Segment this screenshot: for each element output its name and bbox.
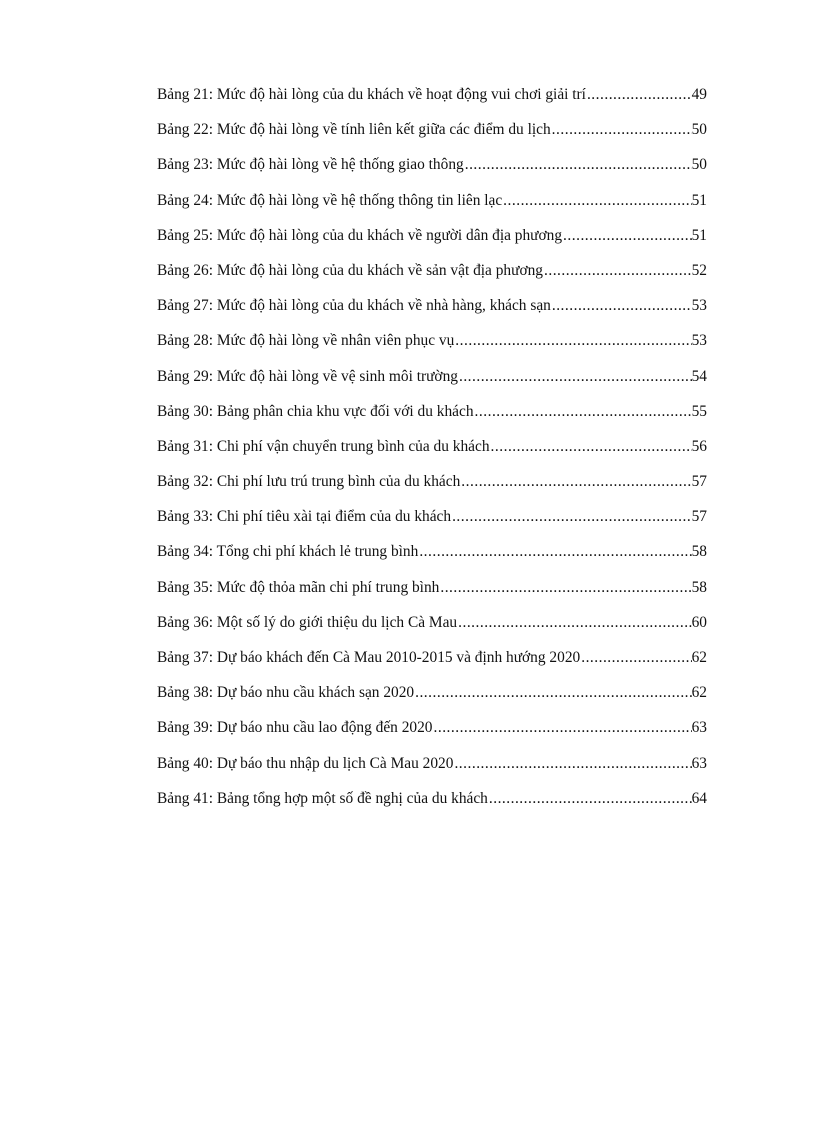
toc-entry-page-number: 57 <box>691 473 707 491</box>
toc-entry-title: Bảng 22: Mức độ hài lòng về tính liên kết giữa các điểm du lịch <box>157 121 551 139</box>
toc-dot-leader <box>457 605 691 640</box>
toc-entry-title: Bảng 29: Mức độ hài lòng về vệ sinh môi trường <box>157 367 458 385</box>
toc-entry-title: Bảng 30: Bảng phân chia khu vực đối với du khách <box>157 402 474 420</box>
toc-dot-leader <box>451 499 692 534</box>
toc-entry[interactable] <box>157 499 707 534</box>
toc-entry-page-number: 54 <box>691 367 707 385</box>
toc-dot-leader <box>414 675 692 710</box>
toc-entry-page-number: 53 <box>691 297 707 315</box>
toc-entry-title: Bảng 40: Dự báo thu nhập du lịch Cà Mau 2020 <box>157 754 454 772</box>
toc-entry-page-number: 52 <box>691 261 707 279</box>
toc-entry-page-number: 58 <box>691 543 707 561</box>
toc-dot-leader <box>586 77 692 112</box>
toc-entry-page-number: 58 <box>691 578 707 596</box>
toc-entry-page-number: 57 <box>691 508 707 526</box>
toc-entry[interactable] <box>157 746 707 781</box>
toc-dot-leader <box>488 781 692 816</box>
toc-entry[interactable] <box>157 218 707 253</box>
toc-entry-page-number: 60 <box>691 613 707 631</box>
toc-entry[interactable] <box>157 183 707 218</box>
toc-entry[interactable] <box>157 323 707 358</box>
toc-dot-leader <box>543 253 692 288</box>
toc-dot-leader <box>460 464 691 499</box>
toc-entry-title: Bảng 31: Chi phí vận chuyển trung bình của du khách <box>157 437 490 455</box>
toc-entry-page-number: 50 <box>691 121 707 139</box>
toc-entry-page-number: 63 <box>691 719 707 737</box>
toc-entry-title: Bảng 26: Mức độ hài lòng của du khách về sản vật địa phương <box>157 261 543 279</box>
toc-dot-leader <box>562 218 692 253</box>
toc-entry-title: Bảng 36: Một số lý do giới thiệu du lịch Cà Mau <box>157 613 458 631</box>
toc-entry-page-number: 56 <box>691 437 707 455</box>
toc-entry-title: Bảng 41: Bảng tổng hợp một số đề nghị của du khách <box>157 789 488 807</box>
toc-dot-leader <box>580 640 691 675</box>
toc-entry[interactable] <box>157 605 707 640</box>
toc-entry-page-number: 55 <box>691 402 707 420</box>
toc-entry-title: Bảng 24: Mức độ hài lòng về hệ thống thông tin liên lạc <box>157 191 503 209</box>
toc-entry[interactable] <box>157 464 707 499</box>
toc-entry[interactable] <box>157 394 707 429</box>
toc-entry[interactable] <box>157 570 707 605</box>
toc-entry-page-number: 51 <box>691 191 707 209</box>
table-of-contents <box>157 77 707 816</box>
toc-entry[interactable] <box>157 253 707 288</box>
toc-dot-leader <box>474 394 692 429</box>
toc-entry-page-number: 49 <box>691 86 707 103</box>
toc-dot-leader <box>464 147 692 182</box>
toc-entry[interactable] <box>157 640 707 675</box>
toc-entry[interactable] <box>157 534 707 569</box>
toc-dot-leader <box>458 359 692 394</box>
toc-dot-leader <box>433 710 692 745</box>
toc-entry[interactable] <box>157 77 707 112</box>
toc-dot-leader <box>418 534 691 569</box>
toc-entry[interactable] <box>157 675 707 710</box>
toc-entry-title: Bảng 33: Chi phí tiêu xài tại điểm của du khách <box>157 508 452 526</box>
toc-entry-page-number: 51 <box>691 226 707 244</box>
toc-dot-leader <box>454 323 691 358</box>
toc-entry-page-number: 64 <box>691 789 707 807</box>
toc-entry-title: Bảng 38: Dự báo nhu cầu khách sạn 2020 <box>157 684 415 702</box>
toc-entry[interactable] <box>157 147 707 182</box>
toc-dot-leader <box>502 183 691 218</box>
toc-dot-leader <box>551 112 692 147</box>
toc-dot-leader <box>490 429 692 464</box>
toc-entry-page-number: 62 <box>691 684 707 702</box>
toc-entry-page-number: 62 <box>691 649 707 666</box>
toc-entry-title: Bảng 39: Dự báo nhu cầu lao động đến 2020 <box>157 719 433 737</box>
toc-entry-title: Bảng 25: Mức độ hài lòng của du khách về người dân địa phương <box>157 226 563 244</box>
toc-entry-title: Bảng 35: Mức độ thỏa mãn chi phí trung bình <box>157 578 440 596</box>
toc-entry-page-number: 50 <box>691 156 707 174</box>
toc-entry-title: Bảng 37: Dự báo khách đến Cà Mau 2010-2015 và định hướng 2020 <box>157 649 581 666</box>
toc-entry[interactable] <box>157 781 707 816</box>
toc-entry[interactable] <box>157 429 707 464</box>
toc-entry-title: Bảng 23: Mức độ hài lòng về hệ thống giao thông <box>157 156 464 174</box>
toc-entry-title: Bảng 32: Chi phí lưu trú trung bình của du khách <box>157 473 461 491</box>
toc-entry[interactable] <box>157 710 707 745</box>
toc-entry-page-number: 53 <box>691 332 707 350</box>
toc-entry[interactable] <box>157 288 707 323</box>
toc-dot-leader <box>551 288 692 323</box>
toc-entry-title: Bảng 27: Mức độ hài lòng của du khách về nhà hàng, khách sạn <box>157 297 551 315</box>
toc-entry-page-number: 63 <box>691 754 707 772</box>
toc-dot-leader <box>439 570 691 605</box>
toc-entry-title: Bảng 34: Tổng chi phí khách lẻ trung bình <box>157 543 419 561</box>
toc-entry-title: Bảng 21: Mức độ hài lòng của du khách về hoạt động vui chơi giải trí <box>157 86 586 103</box>
toc-entry[interactable] <box>157 359 707 394</box>
toc-entry[interactable] <box>157 112 707 147</box>
toc-dot-leader <box>453 746 691 781</box>
toc-entry-title: Bảng 28: Mức độ hài lòng về nhân viên phục vụ <box>157 332 455 350</box>
